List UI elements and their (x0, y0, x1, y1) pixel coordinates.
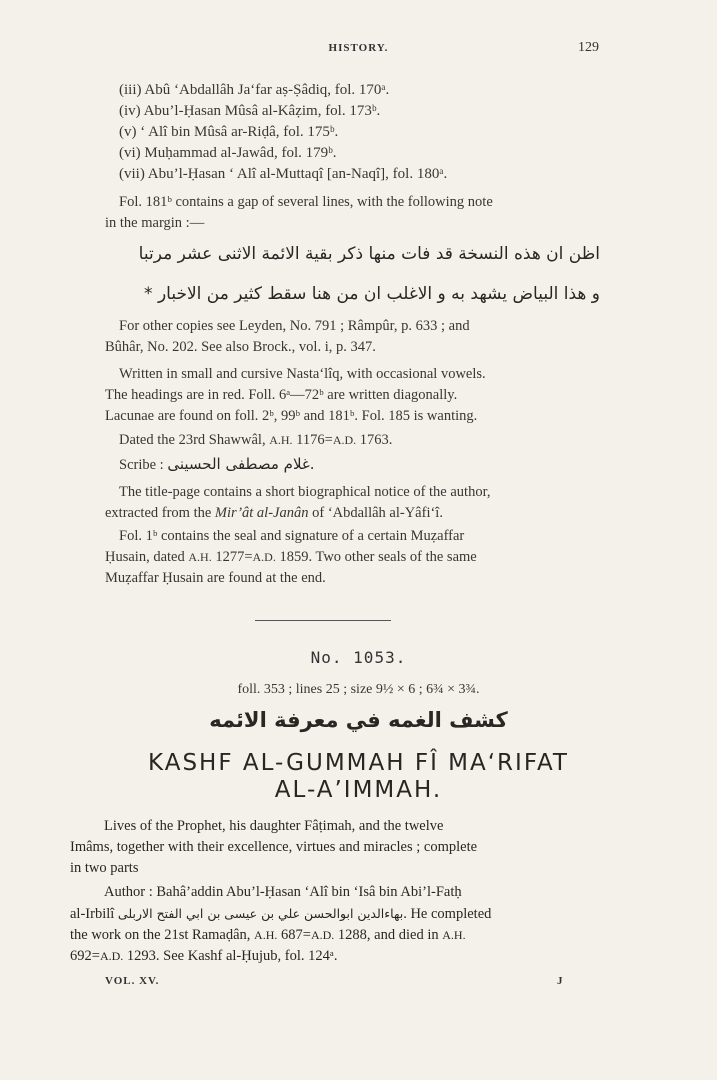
list-item: (vii) Abu’l-Ḥasan ‘ Alî al-Muttaqî [an-Naqî], fol. 180ᵃ. (119, 166, 448, 182)
ah-label: A.H. (254, 928, 278, 942)
writing-description (105, 364, 615, 427)
title-page-note (105, 482, 615, 524)
author-text: 687= (277, 927, 311, 943)
seal-text: 1859. Two other seals of the same (275, 549, 477, 565)
imam-list (119, 80, 447, 185)
seal-text: 1277= (211, 549, 253, 565)
source-title: Mir’ât al-Janân (214, 505, 309, 521)
arabic-note-line-1: اظن ان هذه النسخة قد فات منها ذكر بقية الائمة الاثنى عشر مرتبا (138, 244, 600, 264)
running-header: HISTORY. (328, 42, 389, 54)
list-item: (iii) Abû ‘Abdallâh Ja‘far aṣ-Ṣâdiq, fol. 170ᵃ. (119, 82, 390, 98)
page-number: 129 (578, 40, 599, 55)
ad-year: 1763. (356, 432, 393, 448)
ad-label: A.D. (99, 949, 124, 963)
seal-line: Muẓaffar Ḥusain are found at the end. (105, 570, 326, 586)
ah-label: A.H. (269, 433, 293, 447)
list-item: (vi) Muḥammad al-Jawâd, fol. 179ᵇ. (119, 145, 337, 161)
author-line: Author : Bahâ’addin Abu’l-Ḥasan ‘Alî bin ‘Isâ bin Abi’l-Fatḥ (104, 884, 462, 900)
ad-label: A.D. (252, 550, 276, 564)
volume-label: VOL. XV. (105, 975, 160, 987)
author-text: . He completed (403, 906, 492, 922)
copies-line: For other copies see Leyden, No. 791 ; Râmpûr, p. 633 ; and (119, 318, 470, 334)
scribe-label: Scribe : (119, 457, 164, 473)
writing-line: Lacunae are found on foll. 2ᵇ, 99ᵇ and 181ᵇ. Fol. 185 is wanting. (105, 408, 478, 424)
description-line: in two parts (70, 860, 139, 876)
list-item: (iv) Abu’l-Ḥasan Mûsâ al-Kâẓim, fol. 173ᵇ. (119, 103, 381, 119)
dated-text: Dated the 23rd Shawwâl, (119, 432, 270, 448)
title-page-line: The title-page contains a short biographical notice of the author, (119, 484, 491, 500)
fol-181-note (105, 192, 615, 234)
description-line: Lives of the Prophet, his daughter Fâṭimah, and the twelve (104, 818, 444, 834)
scribe-line (119, 454, 315, 476)
description-line: Imâms, together with their excellence, virtues and miracles ; complete (70, 839, 478, 855)
title-page-text: extracted from the (105, 505, 215, 521)
author-note (70, 882, 630, 967)
arabic-title: كشف الغمه في معرفة الائمه (209, 708, 508, 732)
seal-note (105, 526, 615, 589)
seal-text: Ḥusain, dated (105, 549, 189, 565)
writing-line: The headings are in red. Foll. 6ᵃ—72ᵇ are written diagonally. (105, 387, 458, 403)
title-line-2: AL-A’IMMAH. (274, 777, 443, 803)
work-description (70, 816, 610, 879)
ad-label: A.D. (310, 928, 335, 942)
note-line: Fol. 181ᵇ contains a gap of several lines, with the following note (119, 194, 493, 210)
entry-number: No. 1053. (310, 648, 407, 667)
title-page-text: of ‘Abdallâh al-Yâfi‘î. (308, 505, 443, 521)
entry-details: foll. 353 ; lines 25 ; size 9½ × 6 ; 6¾ × 3¾. (237, 682, 480, 697)
seal-line: Fol. 1ᵇ contains the seal and signature of a certain Muẓaffar (119, 528, 465, 544)
note-line: in the margin :— (105, 215, 205, 231)
ah-year: 1176= (292, 432, 333, 448)
author-text: 692= (70, 948, 100, 964)
dated-line (119, 430, 392, 451)
author-text: the work on the 21st Ramaḍân, (70, 927, 255, 943)
title-line-1: KASHF AL-GUMMAH FÎ MA‘RIFAT (148, 750, 569, 776)
copies-line: Bûhâr, No. 202. See also Brock., vol. i, p. 347. (105, 339, 376, 355)
ad-label: A.D. (332, 433, 357, 447)
other-copies (105, 316, 615, 358)
author-text: 1288, and died in (334, 927, 443, 943)
ah-label: A.H. (442, 928, 466, 942)
arabic-note-line-2: و هذا البياض يشهد به و الاغلب ان من هنا سقط كثير من الاخبار * (144, 284, 600, 304)
signature-mark: J (557, 975, 563, 987)
scribe-arabic-name: غلام مصطفى الحسينى. (167, 455, 315, 473)
author-text: al-Irbilî (70, 906, 115, 922)
section-divider (255, 620, 391, 621)
author-arabic-name: بهاءالدين ابوالحسن علي بن عيسى بن ابي الفتح الاربلى (117, 906, 404, 921)
ah-label: A.H. (188, 550, 212, 564)
list-item: (v) ‘ Alî bin Mûsâ ar-Riḍâ, fol. 175ᵇ. (119, 124, 339, 140)
author-text: 1293. See Kashf al-Ḥujub, fol. 124ᵃ. (123, 948, 338, 964)
writing-line: Written in small and cursive Nasta‘lîq, with occasional vowels. (119, 366, 486, 382)
